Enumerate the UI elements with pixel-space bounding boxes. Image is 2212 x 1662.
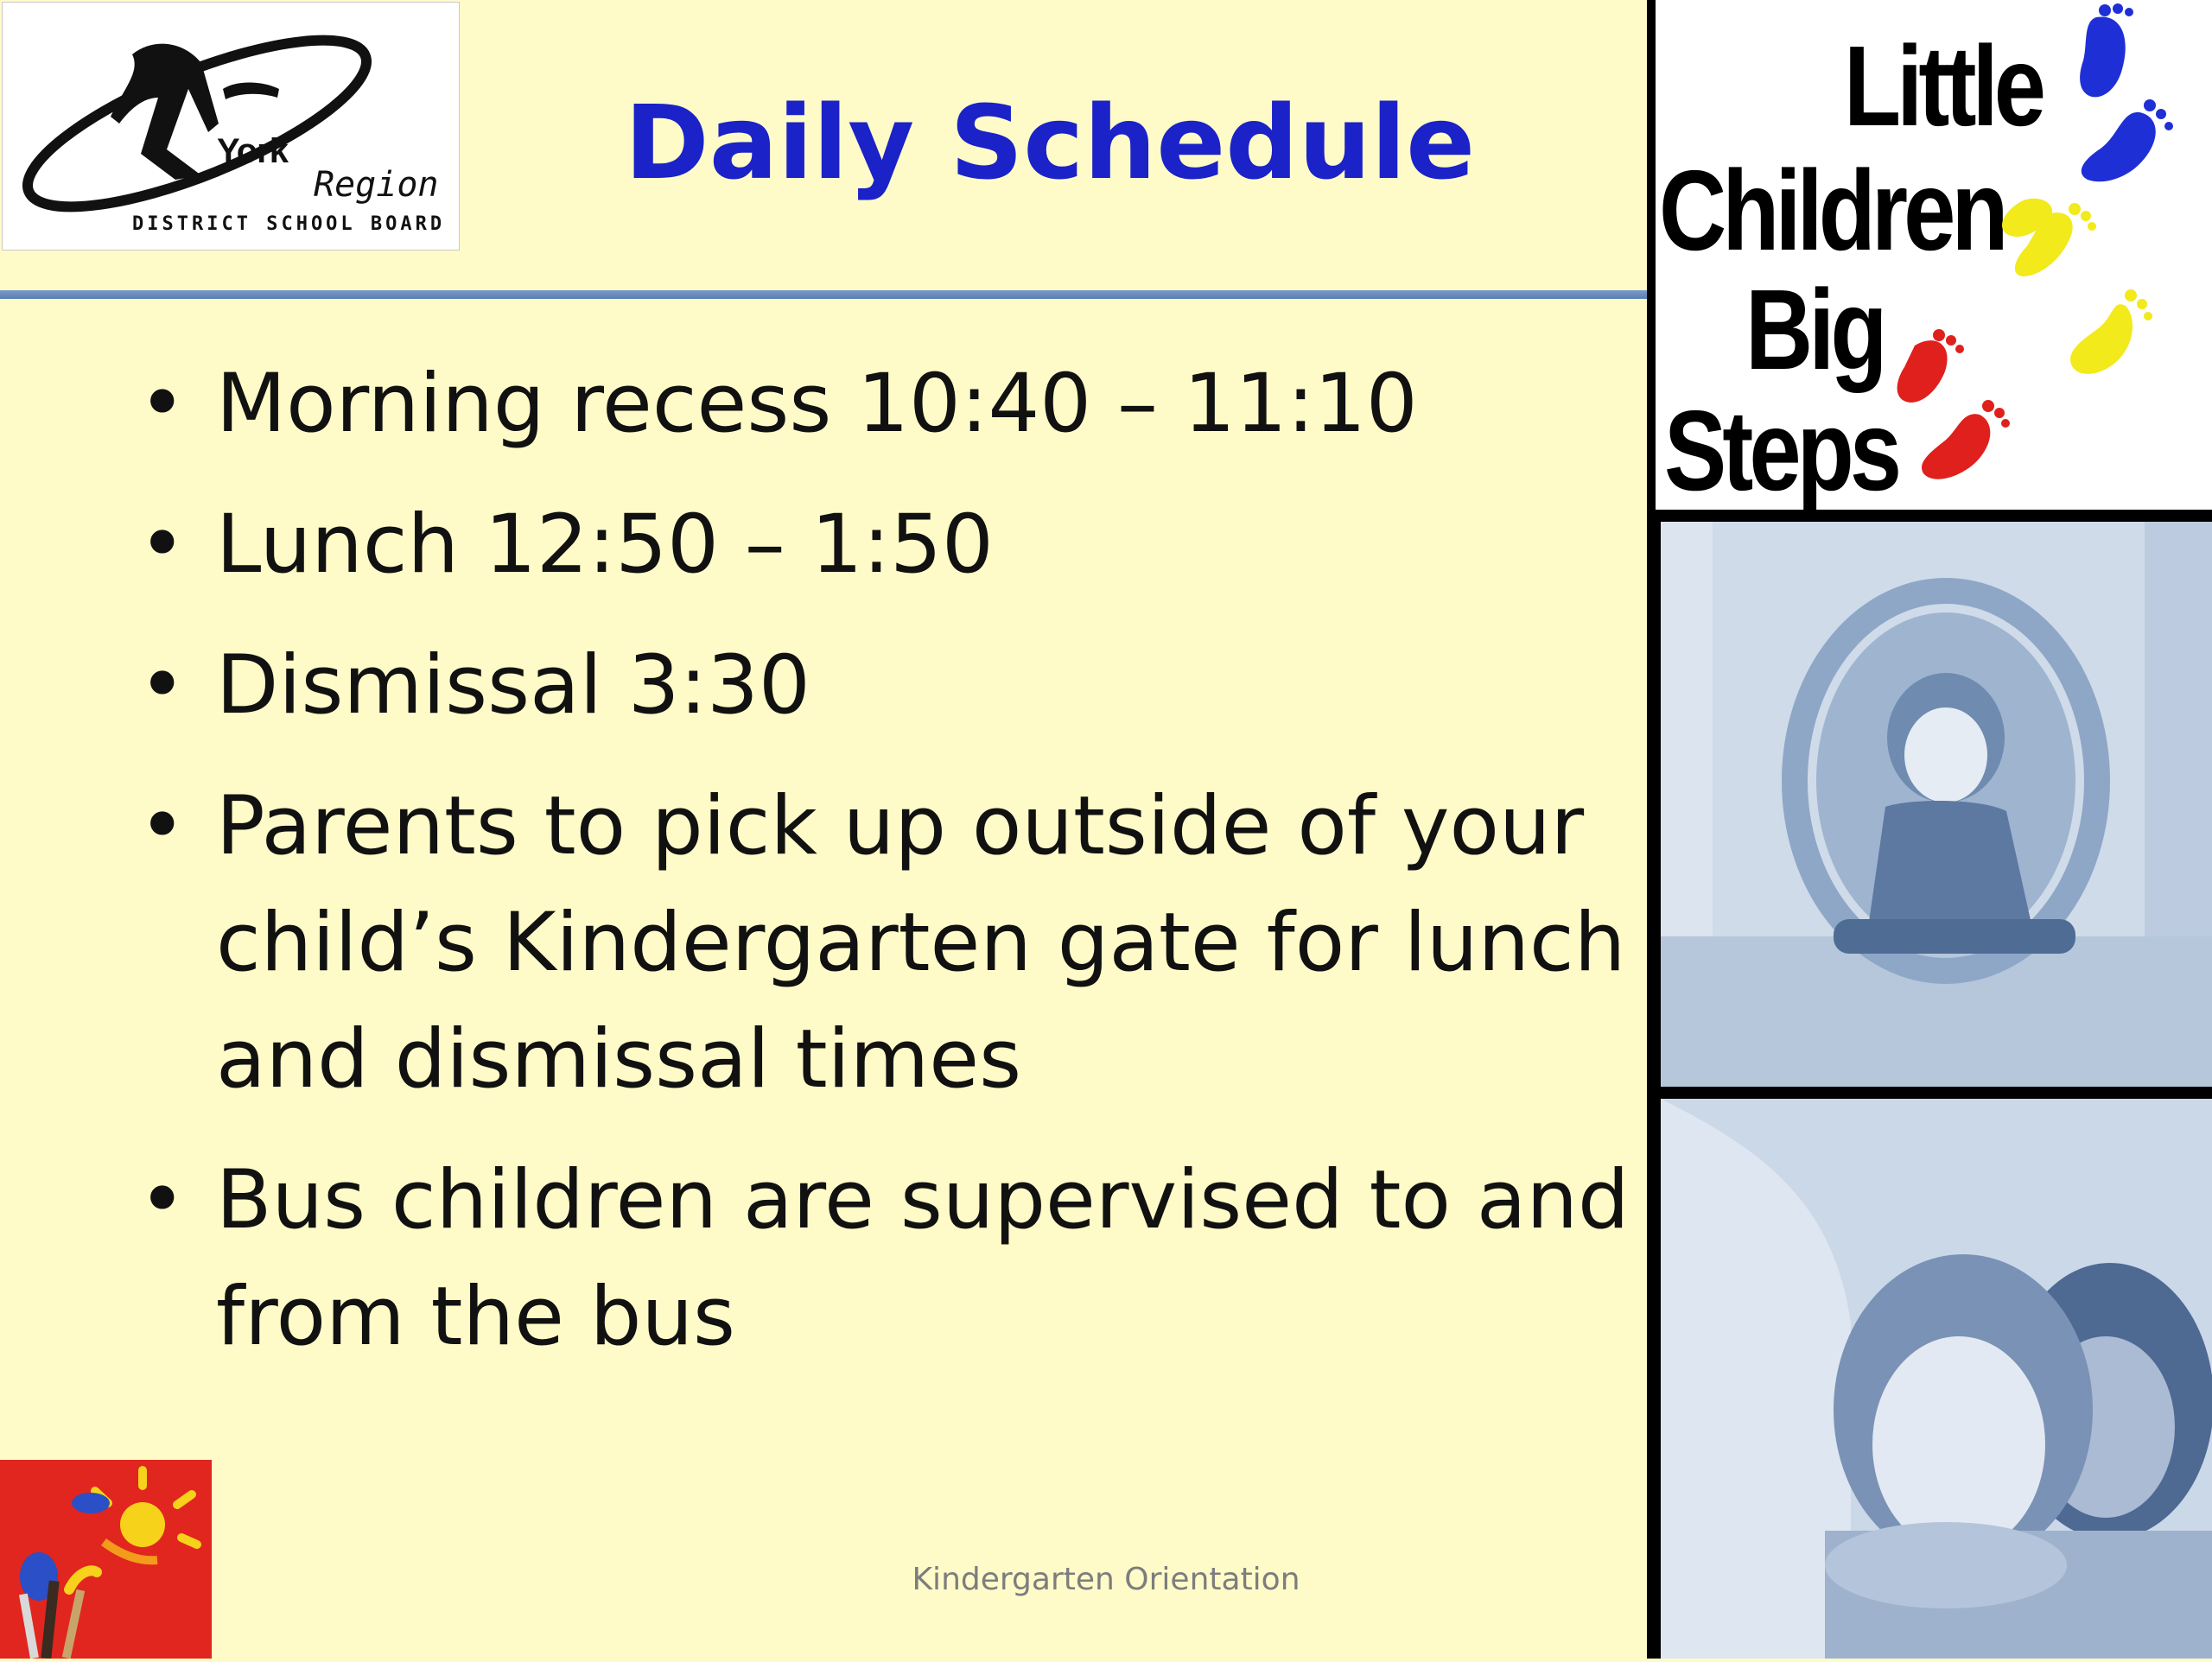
- paint-brushes-image: [0, 1460, 212, 1659]
- list-item-text: Morning recess 10:40 – 11:10: [216, 357, 1418, 451]
- brand-word-little: Little: [1844, 22, 2043, 149]
- brand-word-children: Children: [1659, 147, 2005, 274]
- schedule-list: [130, 346, 1633, 1399]
- logo-board-text: DISTRICT SCHOOL BOARD: [132, 213, 446, 235]
- brand-word-steps: Steps: [1664, 387, 1898, 514]
- logo-region-text: Region: [314, 165, 439, 205]
- list-item-text: Lunch 12:50 – 1:50: [216, 498, 994, 592]
- brand-word-big: Big: [1745, 266, 1884, 393]
- york-region-logo: [2, 2, 460, 251]
- little-children-big-steps-logo: [1656, 0, 2212, 514]
- two-children-photo: [1661, 1099, 2212, 1659]
- bullet-icon: •: [138, 498, 187, 592]
- footprints-icon: [1656, 0, 2212, 510]
- list-item-text: Dismissal 3:30: [216, 638, 810, 733]
- bullet-icon: •: [138, 638, 187, 733]
- list-item-text: Parents to pick up outside of your child’s Kindergarten gate for lunch and dismissal times: [216, 779, 1626, 1107]
- bullet-icon: •: [138, 779, 187, 873]
- child-in-tunnel-photo: [1661, 522, 2212, 1087]
- bullet-icon: •: [138, 357, 187, 451]
- list-item: [130, 486, 1633, 603]
- list-item: [130, 768, 1633, 1118]
- slide-footer: Kindergarten Orientation: [912, 1562, 1300, 1597]
- slide-title: Daily Schedule: [624, 83, 1476, 202]
- list-item: [130, 627, 1633, 744]
- list-item: [130, 346, 1633, 462]
- list-item: [130, 1142, 1633, 1375]
- bullet-icon: •: [138, 1153, 187, 1247]
- logo-york-text: York: [217, 132, 288, 170]
- list-item-text: Bus children are supervised to and from the bus: [216, 1153, 1630, 1364]
- title-divider: [0, 290, 1649, 299]
